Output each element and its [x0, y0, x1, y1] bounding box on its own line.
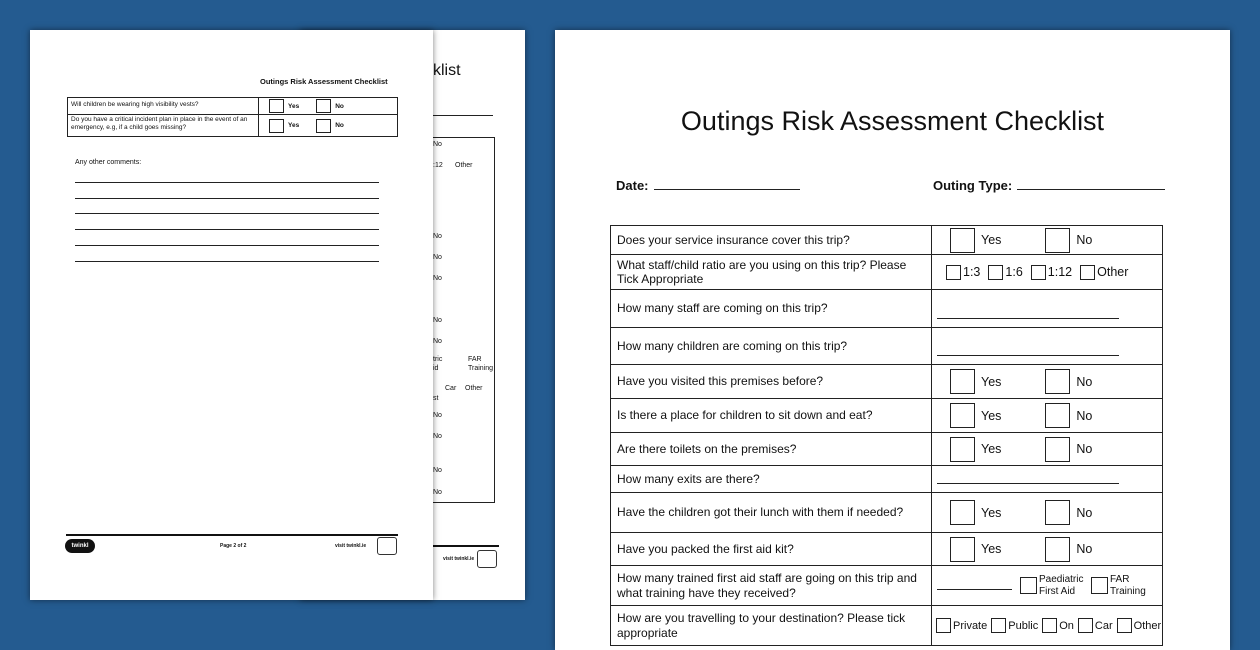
- footer-site: visit twinkl.ie: [335, 543, 367, 549]
- option-checkbox[interactable]: [1031, 265, 1046, 280]
- no-label: No: [1076, 408, 1093, 423]
- question: Does your service insurance cover this trip?: [611, 226, 932, 254]
- no-label: No: [1076, 233, 1093, 247]
- no-checkbox[interactable]: [1045, 437, 1070, 462]
- option-checkbox[interactable]: [1078, 618, 1093, 633]
- answer-fragment: No: [433, 467, 442, 474]
- yes-checkbox[interactable]: [269, 119, 284, 133]
- option-checkbox[interactable]: [1042, 618, 1057, 633]
- table-row: [611, 493, 1162, 533]
- table-row: [611, 533, 1162, 566]
- table-row: [611, 466, 1162, 493]
- no-label: No: [1076, 505, 1093, 520]
- option-checkbox[interactable]: [1080, 265, 1095, 280]
- option-checkbox[interactable]: [988, 265, 1003, 280]
- no-label: No: [335, 122, 344, 129]
- answer-fragment: Other: [455, 162, 473, 169]
- no-label: No: [335, 102, 344, 110]
- option-checkbox[interactable]: [1117, 618, 1132, 633]
- outing-type-label: Outing Type:: [933, 178, 1013, 193]
- table-row: [611, 606, 1162, 646]
- comment-line[interactable]: [75, 213, 379, 214]
- answer-fragment: Other: [465, 385, 483, 392]
- answer-fragment: Training: [468, 365, 494, 372]
- training-checkbox[interactable]: [1091, 577, 1108, 594]
- comment-line[interactable]: [75, 229, 379, 230]
- comments-label: Any other comments:: [75, 159, 142, 166]
- option-checkbox[interactable]: [946, 265, 961, 280]
- question: Have you packed the first aid kit?: [611, 533, 932, 565]
- comment-line[interactable]: [75, 261, 379, 262]
- question: What staff/child ratio are you using on this trip? Please Tick Appropriate: [611, 255, 932, 289]
- no-checkbox[interactable]: [1045, 369, 1070, 394]
- outing-type-field[interactable]: [933, 178, 1165, 193]
- yes-label: Yes: [981, 408, 1002, 423]
- question: Are there toilets on the premises?: [611, 433, 932, 465]
- option-label: Other: [1133, 619, 1162, 632]
- no-checkbox[interactable]: [1045, 403, 1070, 428]
- yes-label: Yes: [981, 233, 1002, 247]
- table-row: [611, 365, 1162, 399]
- page-2: [30, 30, 433, 600]
- answer-fragment: No: [433, 233, 442, 240]
- no-checkbox[interactable]: [316, 99, 331, 113]
- yes-label: Yes: [981, 542, 1002, 556]
- yes-checkbox[interactable]: [950, 500, 975, 525]
- comment-line[interactable]: [75, 182, 379, 183]
- table-row: [611, 566, 1162, 606]
- option-label: 1:6: [1005, 265, 1023, 279]
- yes-label: Yes: [981, 442, 1002, 456]
- back-page-footer-site: visit twinkl.ie: [443, 556, 475, 562]
- option-checkbox[interactable]: [936, 618, 951, 633]
- no-label: No: [1076, 542, 1093, 556]
- answer-fragment: Car: [445, 385, 457, 392]
- page-2-title: Outings Risk Assessment Checklist: [260, 77, 388, 86]
- table-row: [611, 255, 1162, 290]
- yes-checkbox[interactable]: [950, 228, 975, 253]
- training-label: FAR Training: [1110, 574, 1146, 597]
- training-label: Paediatric First Aid: [1039, 574, 1084, 597]
- answer-line[interactable]: [937, 483, 1119, 484]
- option-label: 1:3: [963, 265, 981, 279]
- option-label: Car: [1094, 619, 1113, 632]
- checklist-table: [610, 225, 1163, 646]
- yes-checkbox[interactable]: [950, 369, 975, 394]
- answer-fragment: No: [433, 275, 442, 282]
- no-label: No: [1076, 442, 1093, 456]
- badge-icon: [477, 550, 497, 568]
- question: How many staff are coming on this trip?: [611, 290, 932, 327]
- option-label: Other: [1097, 265, 1129, 279]
- answer-fragment: No: [433, 412, 442, 419]
- answer-fragment: No: [433, 489, 442, 496]
- yes-checkbox[interactable]: [950, 537, 975, 562]
- table-row: [611, 433, 1162, 466]
- yes-checkbox[interactable]: [269, 99, 284, 113]
- answer-line[interactable]: [937, 318, 1119, 319]
- answer-line[interactable]: [937, 355, 1119, 356]
- question: Have the children got their lunch with them if needed?: [611, 493, 932, 532]
- question: How many exits are there?: [611, 466, 932, 492]
- question: How many trained first aid staff are going on this trip and what training have they received?: [611, 566, 932, 605]
- answer-fragment: id: [433, 365, 439, 372]
- back-page-title-fragment: klist: [433, 62, 461, 79]
- option-label: 1:12: [1047, 265, 1073, 279]
- yes-label: Yes: [981, 374, 1002, 389]
- page-1: [555, 30, 1230, 650]
- page-title: Outings Risk Assessment Checklist: [680, 106, 1105, 136]
- table-row: [611, 290, 1162, 328]
- question: Is there a place for children to sit down and eat?: [611, 399, 932, 432]
- yes-label: Yes: [981, 505, 1002, 520]
- answer-fragment: No: [433, 317, 442, 324]
- page-number: Page 2 of 2: [220, 543, 247, 549]
- table-row: [611, 328, 1162, 365]
- page-2-question: Will children be wearing high visibility vests?: [68, 98, 259, 114]
- table-row: [611, 399, 1162, 433]
- yes-checkbox[interactable]: [950, 437, 975, 462]
- answer-fragment: tric: [433, 356, 443, 363]
- no-checkbox[interactable]: [1045, 537, 1070, 562]
- table-row: [611, 226, 1162, 255]
- no-checkbox[interactable]: [316, 119, 331, 133]
- page-2-question: Do you have a critical incident plan in place in the event of an emergency, e.g, if a child goes missing?: [68, 115, 259, 136]
- answer-fragment: No: [433, 254, 442, 261]
- question: Have you visited this premises before?: [611, 365, 932, 398]
- answer-line[interactable]: [937, 589, 1012, 590]
- answer-fragment: No: [433, 141, 442, 148]
- option-label: Public: [1008, 619, 1039, 632]
- comment-line[interactable]: [75, 198, 379, 199]
- training-checkbox[interactable]: [1020, 577, 1037, 594]
- date-label: Date:: [616, 178, 649, 193]
- option-label: On: [1059, 619, 1074, 632]
- no-checkbox[interactable]: [1045, 500, 1070, 525]
- badge-icon: [377, 537, 397, 555]
- date-field[interactable]: [616, 178, 800, 193]
- option-checkbox[interactable]: [991, 618, 1006, 633]
- question: How are you travelling to your destination? Please tick appropriate: [611, 606, 932, 645]
- answer-fragment: :12: [433, 162, 443, 169]
- answer-fragment: No: [433, 433, 442, 440]
- yes-label: Yes: [288, 122, 300, 129]
- answer-fragment: st: [433, 395, 439, 402]
- answer-fragment: No: [433, 338, 442, 345]
- option-label: Private: [953, 619, 988, 632]
- answer-fragment: FAR: [468, 356, 482, 363]
- yes-checkbox[interactable]: [950, 403, 975, 428]
- no-checkbox[interactable]: [1045, 228, 1070, 253]
- comment-line[interactable]: [75, 245, 379, 246]
- no-label: No: [1076, 374, 1093, 389]
- yes-label: Yes: [288, 102, 300, 110]
- twinkl-logo: twinkl: [65, 539, 95, 553]
- question: How many children are coming on this trip?: [611, 328, 932, 364]
